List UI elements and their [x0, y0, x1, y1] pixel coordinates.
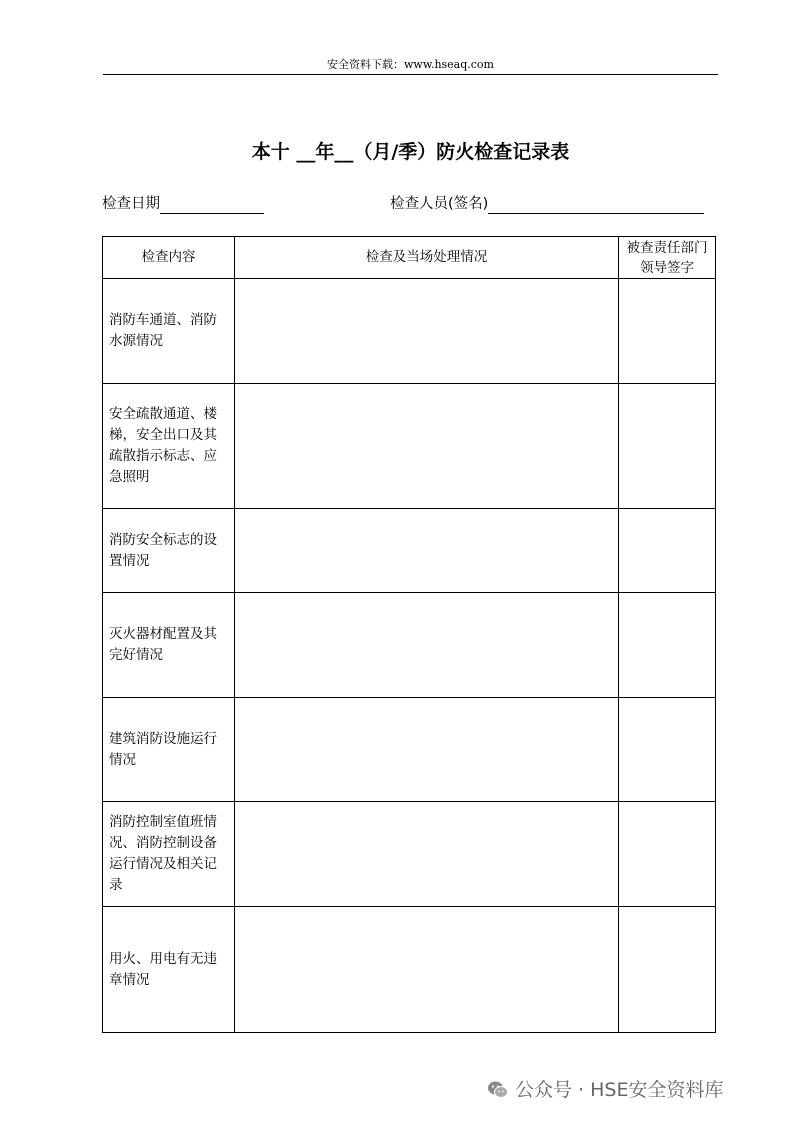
row-result-cell[interactable] [235, 279, 619, 384]
inspection-date-label: 检查日期 [102, 196, 160, 212]
inspector-label: 检查人员(签名) [390, 196, 489, 212]
row-result-cell[interactable] [235, 802, 619, 907]
table-row [103, 907, 716, 1033]
inspector-field [390, 194, 704, 214]
row-signature-cell[interactable] [619, 698, 716, 802]
wechat-icon [487, 1080, 509, 1100]
row-item: 消防安全标志的设置情况 [103, 509, 235, 593]
header-prefix: 安全资料下载： [327, 58, 404, 71]
table-row [103, 802, 716, 907]
column-header-item: 检查内容 [103, 237, 235, 279]
row-item: 安全疏散通道、楼梯，安全出口及其疏散指示标志、应急照明 [103, 384, 235, 509]
watermark-text: 公众号 · HSE安全资料库 [515, 1079, 724, 1101]
page-header [103, 58, 718, 72]
row-result-cell[interactable] [235, 384, 619, 509]
header-url[interactable]: www.hseaq.com [404, 58, 494, 71]
row-signature-cell[interactable] [619, 802, 716, 907]
inspector-signature-blank[interactable] [488, 197, 704, 214]
row-item: 灭火器材配置及其完好情况 [103, 593, 235, 698]
inspection-date-field [102, 194, 264, 214]
inspection-date-blank[interactable] [160, 197, 264, 214]
table-row [103, 509, 716, 593]
document-title: 本十 __年__（月/季）防火检查记录表 [251, 141, 570, 163]
row-result-cell[interactable] [235, 698, 619, 802]
row-signature-cell[interactable] [619, 907, 716, 1033]
table-row [103, 384, 716, 509]
column-header-signature: 被查责任部门领导签字 [619, 237, 716, 279]
row-result-cell[interactable] [235, 593, 619, 698]
table-row [103, 279, 716, 384]
row-item: 建筑消防设施运行情况 [103, 698, 235, 802]
row-signature-cell[interactable] [619, 279, 716, 384]
row-item: 消防控制室值班情况、消防控制设备运行情况及相关记录 [103, 802, 235, 907]
table-header-row [103, 237, 716, 279]
row-signature-cell[interactable] [619, 593, 716, 698]
inspection-table [102, 236, 716, 1033]
row-item: 消防车通道、消防水源情况 [103, 279, 235, 384]
watermark [487, 1076, 723, 1104]
table-row [103, 593, 716, 698]
row-result-cell[interactable] [235, 509, 619, 593]
row-signature-cell[interactable] [619, 384, 716, 509]
row-item: 用火、用电有无违章情况 [103, 907, 235, 1033]
table-row [103, 698, 716, 802]
row-signature-cell[interactable] [619, 509, 716, 593]
header-divider [103, 74, 718, 75]
row-result-cell[interactable] [235, 907, 619, 1033]
column-header-result: 检查及当场处理情况 [235, 237, 619, 279]
